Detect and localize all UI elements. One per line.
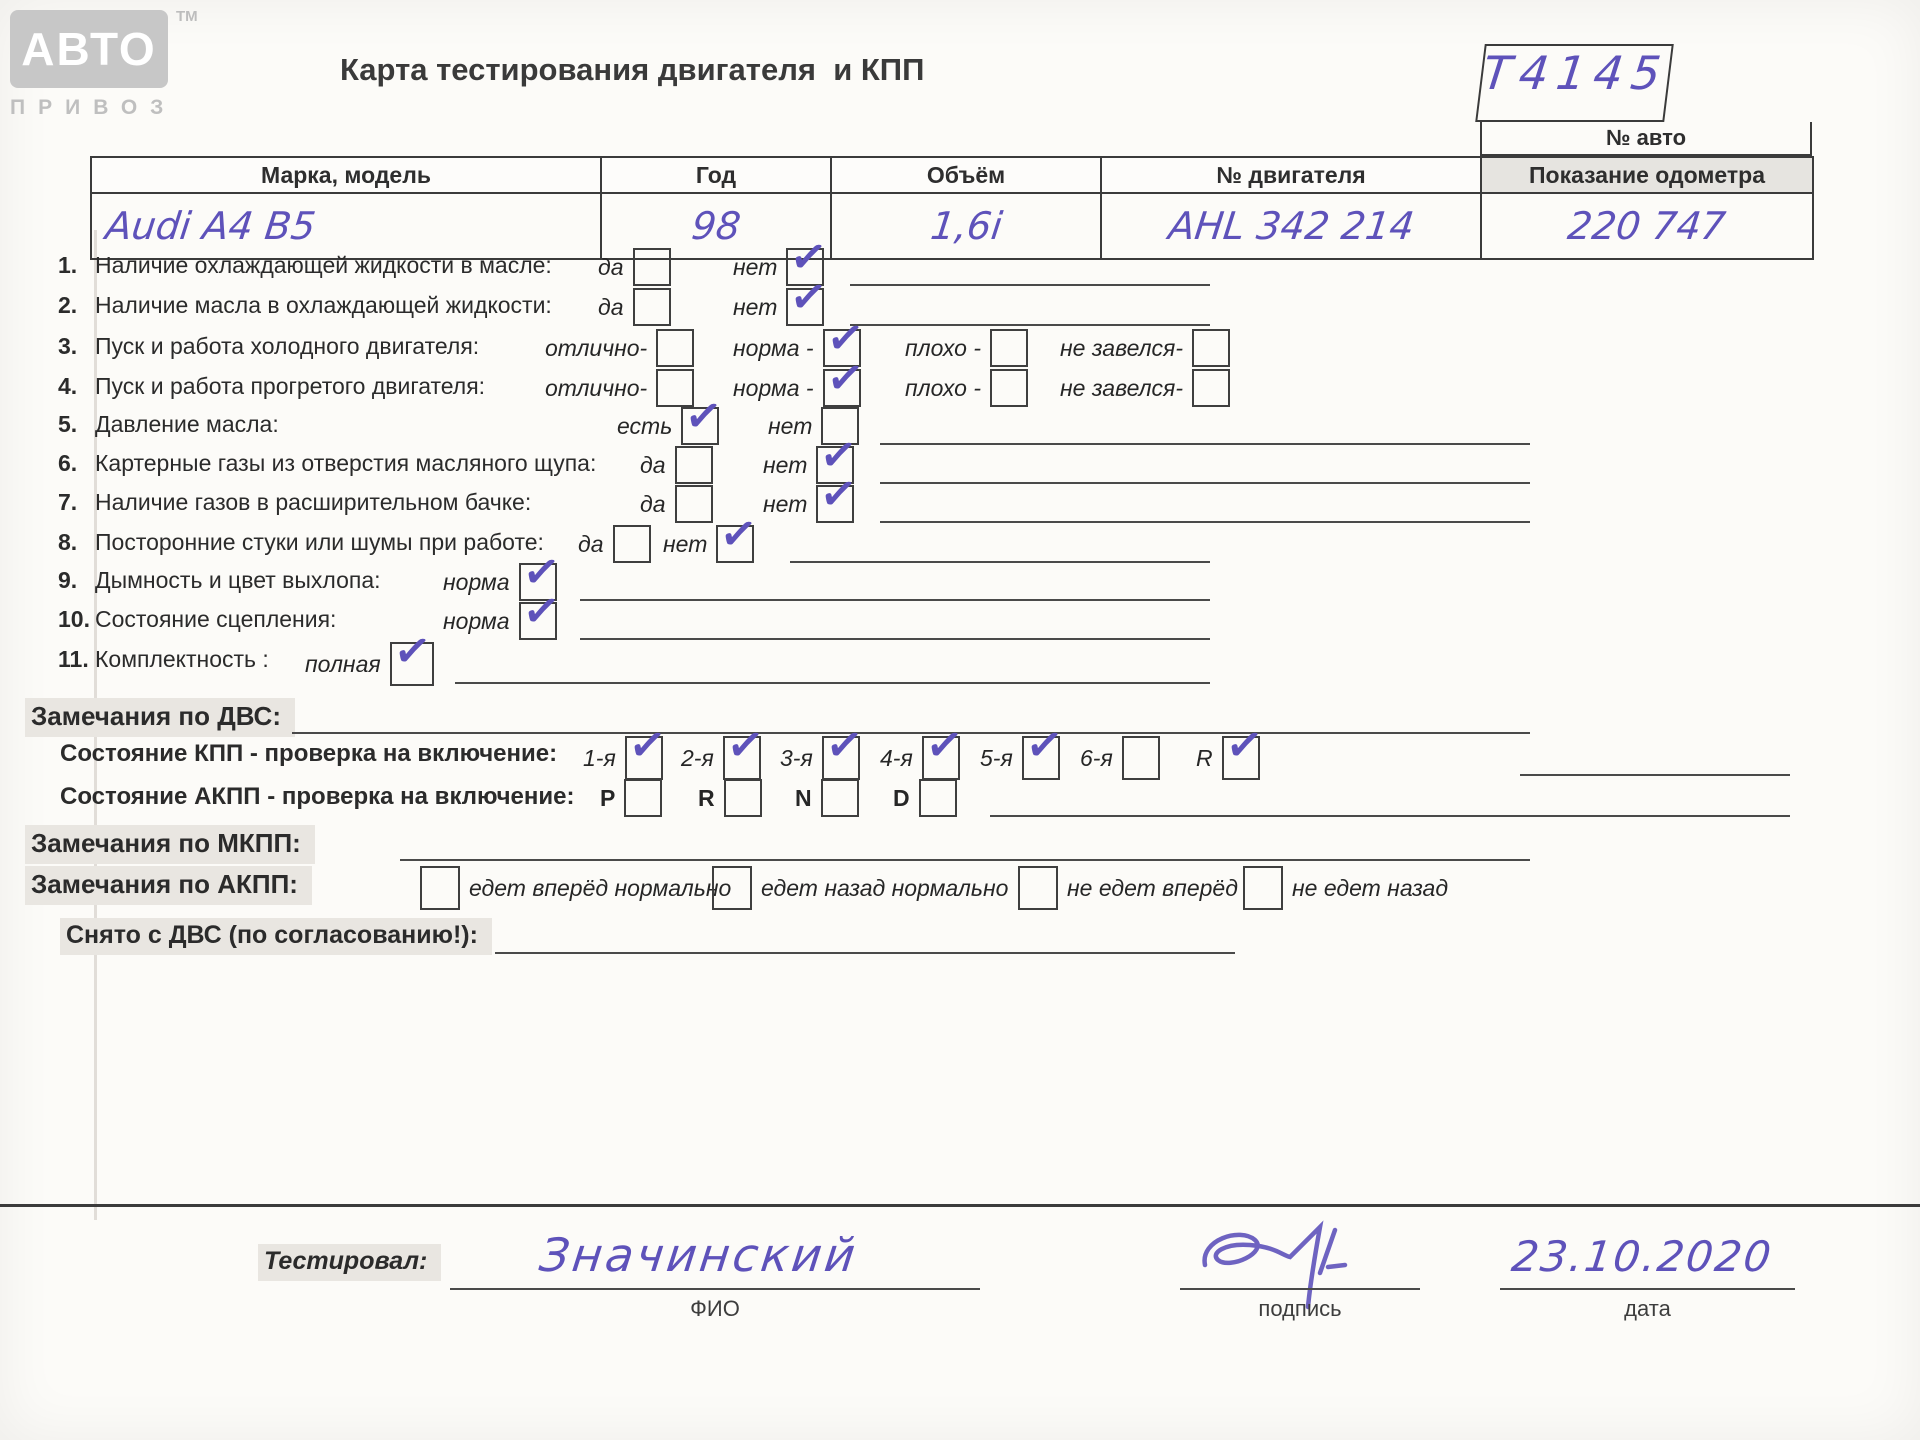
mode-p: P [600, 779, 662, 817]
option-no: нет ✓ [733, 230, 831, 285]
section-divider [0, 1204, 1920, 1207]
removed-label: Снято с ДВС (по согласованию!): [60, 918, 492, 955]
mkpp-remarks-label: Замечания по МКПП: [25, 825, 315, 864]
item-number: 11. [58, 646, 89, 672]
fio-label: ФИО [690, 1296, 740, 1321]
item-label: Наличие охлаждающей жидкости в масле: [95, 252, 552, 278]
blank-line [790, 561, 1210, 563]
bad-checkbox [990, 329, 1028, 367]
present-checkbox: ✓ [682, 389, 726, 444]
gear-1-checkbox: ✓ [625, 736, 663, 780]
no-checkbox: ✓ [817, 428, 861, 483]
forward-ok-checkbox [420, 866, 460, 910]
item-number: 1. [58, 252, 78, 278]
option-absent: нет [768, 407, 859, 445]
gear-2-checkbox: ✓ [723, 736, 761, 780]
gear-r-checkbox: ✓ [1222, 736, 1260, 780]
logo-subtext: ПРИВОЗ [10, 96, 177, 119]
option-excellent: отлично- [545, 329, 694, 367]
akpp-line [990, 815, 1790, 817]
signature-line [1180, 1288, 1420, 1290]
no-reverse-checkbox [1243, 866, 1283, 910]
gear-6-checkbox [1122, 736, 1160, 780]
blank-line [455, 682, 1210, 684]
item-number: 10. [58, 606, 90, 632]
avtoprivoz-logo [10, 8, 198, 120]
auto-number-handwritten: T4145 [1475, 44, 1674, 122]
option-present: есть ✓ [617, 389, 726, 444]
no-checkbox: ✓ [787, 230, 831, 285]
auto-number-label: № авто [1480, 122, 1812, 156]
no-checkbox: ✓ [817, 467, 861, 522]
gear-r: R ✓ [1196, 736, 1260, 780]
col-header-engine-no: № двигателя [1101, 157, 1481, 193]
excellent-checkbox [656, 329, 694, 367]
odometer-value: 220 747 [1565, 203, 1729, 248]
no-forward-checkbox [1018, 866, 1058, 910]
blank-line [850, 324, 1210, 326]
gear-3: 3-я ✓ [780, 736, 860, 780]
option-complete: полная ✓ [305, 642, 434, 686]
signature-label: подпись [1258, 1296, 1342, 1321]
mkpp-remarks-line [400, 859, 1530, 861]
item-number: 2. [58, 292, 78, 318]
no-checkbox: ✓ [717, 507, 761, 562]
reverse-ok-checkbox [712, 866, 752, 910]
option-bad: плохо - [905, 329, 1028, 367]
no-start-checkbox [1192, 369, 1230, 407]
yes-checkbox [633, 248, 671, 286]
yes-checkbox [613, 525, 651, 563]
item-label: Комплектность : [95, 646, 269, 672]
yes-checkbox [675, 485, 713, 523]
auto-number-box [1480, 44, 1812, 156]
option-yes: да [578, 525, 651, 563]
item-label: Пуск и работа прогретого двигателя: [95, 373, 486, 399]
mkpp-remarks-row [0, 825, 1920, 871]
item-number: 6. [58, 450, 78, 476]
col-header-year: Год [601, 157, 831, 193]
col-header-volume: Объём [831, 157, 1101, 193]
vehicle-table-header-row [91, 157, 1813, 193]
yes-checkbox [675, 446, 713, 484]
normal-checkbox: ✓ [519, 584, 563, 639]
volume-value: 1,6i [927, 203, 1005, 248]
item-label: Состояние сцепления: [95, 606, 337, 632]
gear-1: 1-я ✓ [583, 736, 663, 780]
removed-line [495, 952, 1235, 954]
page-title: Карта тестирования двигателя и КПП [340, 52, 925, 87]
col-header-odometer: Показание одометра [1481, 157, 1813, 193]
option-normal: норма ✓ [443, 584, 563, 639]
fio-line [450, 1288, 980, 1290]
mode-r-checkbox [724, 779, 762, 817]
removed-from-engine-row [0, 918, 1920, 964]
no-start-checkbox [1192, 329, 1230, 367]
mode-d-checkbox [919, 779, 957, 817]
item-label: Наличие газов в расширительном бачке: [95, 489, 532, 515]
blank-line [580, 638, 1210, 640]
complete-checkbox: ✓ [390, 642, 434, 686]
akpp-opt-no-forward: не едет вперёд [1018, 866, 1238, 910]
item-number: 8. [58, 529, 78, 555]
option-normal: норма - ✓ [733, 351, 867, 406]
date-label: дата [1624, 1296, 1671, 1321]
item-label: Давление масла: [95, 411, 279, 437]
option-normal: норма ✓ [443, 545, 563, 600]
logo-block [10, 10, 168, 88]
blank-line [880, 443, 1530, 445]
akpp-check-row [0, 783, 1920, 829]
option-yes: да [640, 485, 713, 523]
mode-n-checkbox [821, 779, 859, 817]
option-bad: плохо - [905, 369, 1028, 407]
akpp-label: Состояние АКПП - проверка на включение: [60, 783, 575, 810]
normal-checkbox: ✓ [519, 545, 563, 600]
item-label: Дымность и цвет выхлопа: [95, 567, 381, 593]
gear-6: 6-я [1080, 736, 1160, 780]
mode-d: D [893, 779, 957, 817]
option-normal: норма - ✓ [733, 311, 867, 366]
mode-r: R [698, 779, 762, 817]
option-no-start: не завелся- [1060, 369, 1230, 407]
tested-by-label: Тестировал: [258, 1244, 441, 1281]
option-no: нет ✓ [733, 270, 831, 325]
mode-n: N [795, 779, 859, 817]
kpp-label: Состояние КПП - проверка на включение: [60, 740, 558, 767]
option-yes: да [640, 446, 713, 484]
akpp-opt-forward-ok: едет вперёд нормально [420, 866, 731, 910]
item-label: Наличие масла в охлаждающей жидкости: [95, 292, 552, 318]
logo-tm-mark: TM [176, 8, 198, 25]
gear-5: 5-я ✓ [980, 736, 1060, 780]
bad-checkbox [990, 369, 1028, 407]
item-number: 7. [58, 489, 78, 515]
gear-4-checkbox: ✓ [922, 736, 960, 780]
option-no: нет ✓ [763, 428, 861, 483]
tester-name-handwritten: Значинский [536, 1228, 862, 1282]
kpp-line [1520, 774, 1790, 776]
akpp-remarks-row [0, 866, 1920, 912]
option-yes: да [598, 248, 671, 286]
option-no: нет ✓ [763, 467, 861, 522]
option-excellent: отлично- [545, 369, 694, 407]
blank-line [880, 521, 1530, 523]
date-line [1500, 1288, 1795, 1290]
dvs-remarks-line [292, 732, 1530, 734]
akpp-opt-reverse-ok: едет назад нормально [712, 866, 1008, 910]
vehicle-table [90, 156, 1814, 260]
engine-no-value: AHL 342 214 [1165, 203, 1417, 248]
date-handwritten: 23.10.2020 [1508, 1232, 1776, 1281]
kpp-check-row [0, 718, 1920, 786]
year-value: 98 [689, 203, 743, 248]
item-label: Пуск и работа холодного двигателя: [95, 333, 480, 359]
gear-3-checkbox: ✓ [822, 736, 860, 780]
option-no: нет ✓ [663, 507, 761, 562]
option-no-start: не завелся- [1060, 329, 1230, 367]
blank-line [850, 284, 1210, 286]
item-label: Картерные газы из отверстия масляного щупа: [95, 450, 597, 476]
gear-2: 2-я ✓ [681, 736, 761, 780]
option-yes: да [598, 288, 671, 326]
gear-5-checkbox: ✓ [1022, 736, 1060, 780]
vehicle-table-value-row [91, 193, 1813, 259]
no-checkbox: ✓ [787, 270, 831, 325]
akpp-opt-no-reverse: не едет назад [1243, 866, 1448, 910]
blank-line [880, 482, 1530, 484]
akpp-remarks-label: Замечания по АКПП: [25, 866, 312, 905]
item-number: 4. [58, 373, 78, 399]
normal-checkbox: ✓ [823, 351, 867, 406]
item-number: 9. [58, 567, 78, 593]
item-number: 5. [58, 411, 78, 437]
gear-4: 4-я ✓ [880, 736, 960, 780]
mode-p-checkbox [624, 779, 662, 817]
dvs-remarks-label: Замечания по ДВС: [25, 698, 295, 737]
checklist-row-11 [0, 624, 1920, 692]
blank-line [580, 599, 1210, 601]
col-header-make-model: Марка, модель [91, 157, 601, 193]
normal-checkbox: ✓ [823, 311, 867, 366]
item-number: 3. [58, 333, 78, 359]
logo-text: АВТО [21, 23, 157, 75]
item-label: Посторонние стуки или шумы при работе: [95, 529, 544, 555]
make-model-value: Audi A4 B5 [103, 203, 319, 248]
yes-checkbox [633, 288, 671, 326]
